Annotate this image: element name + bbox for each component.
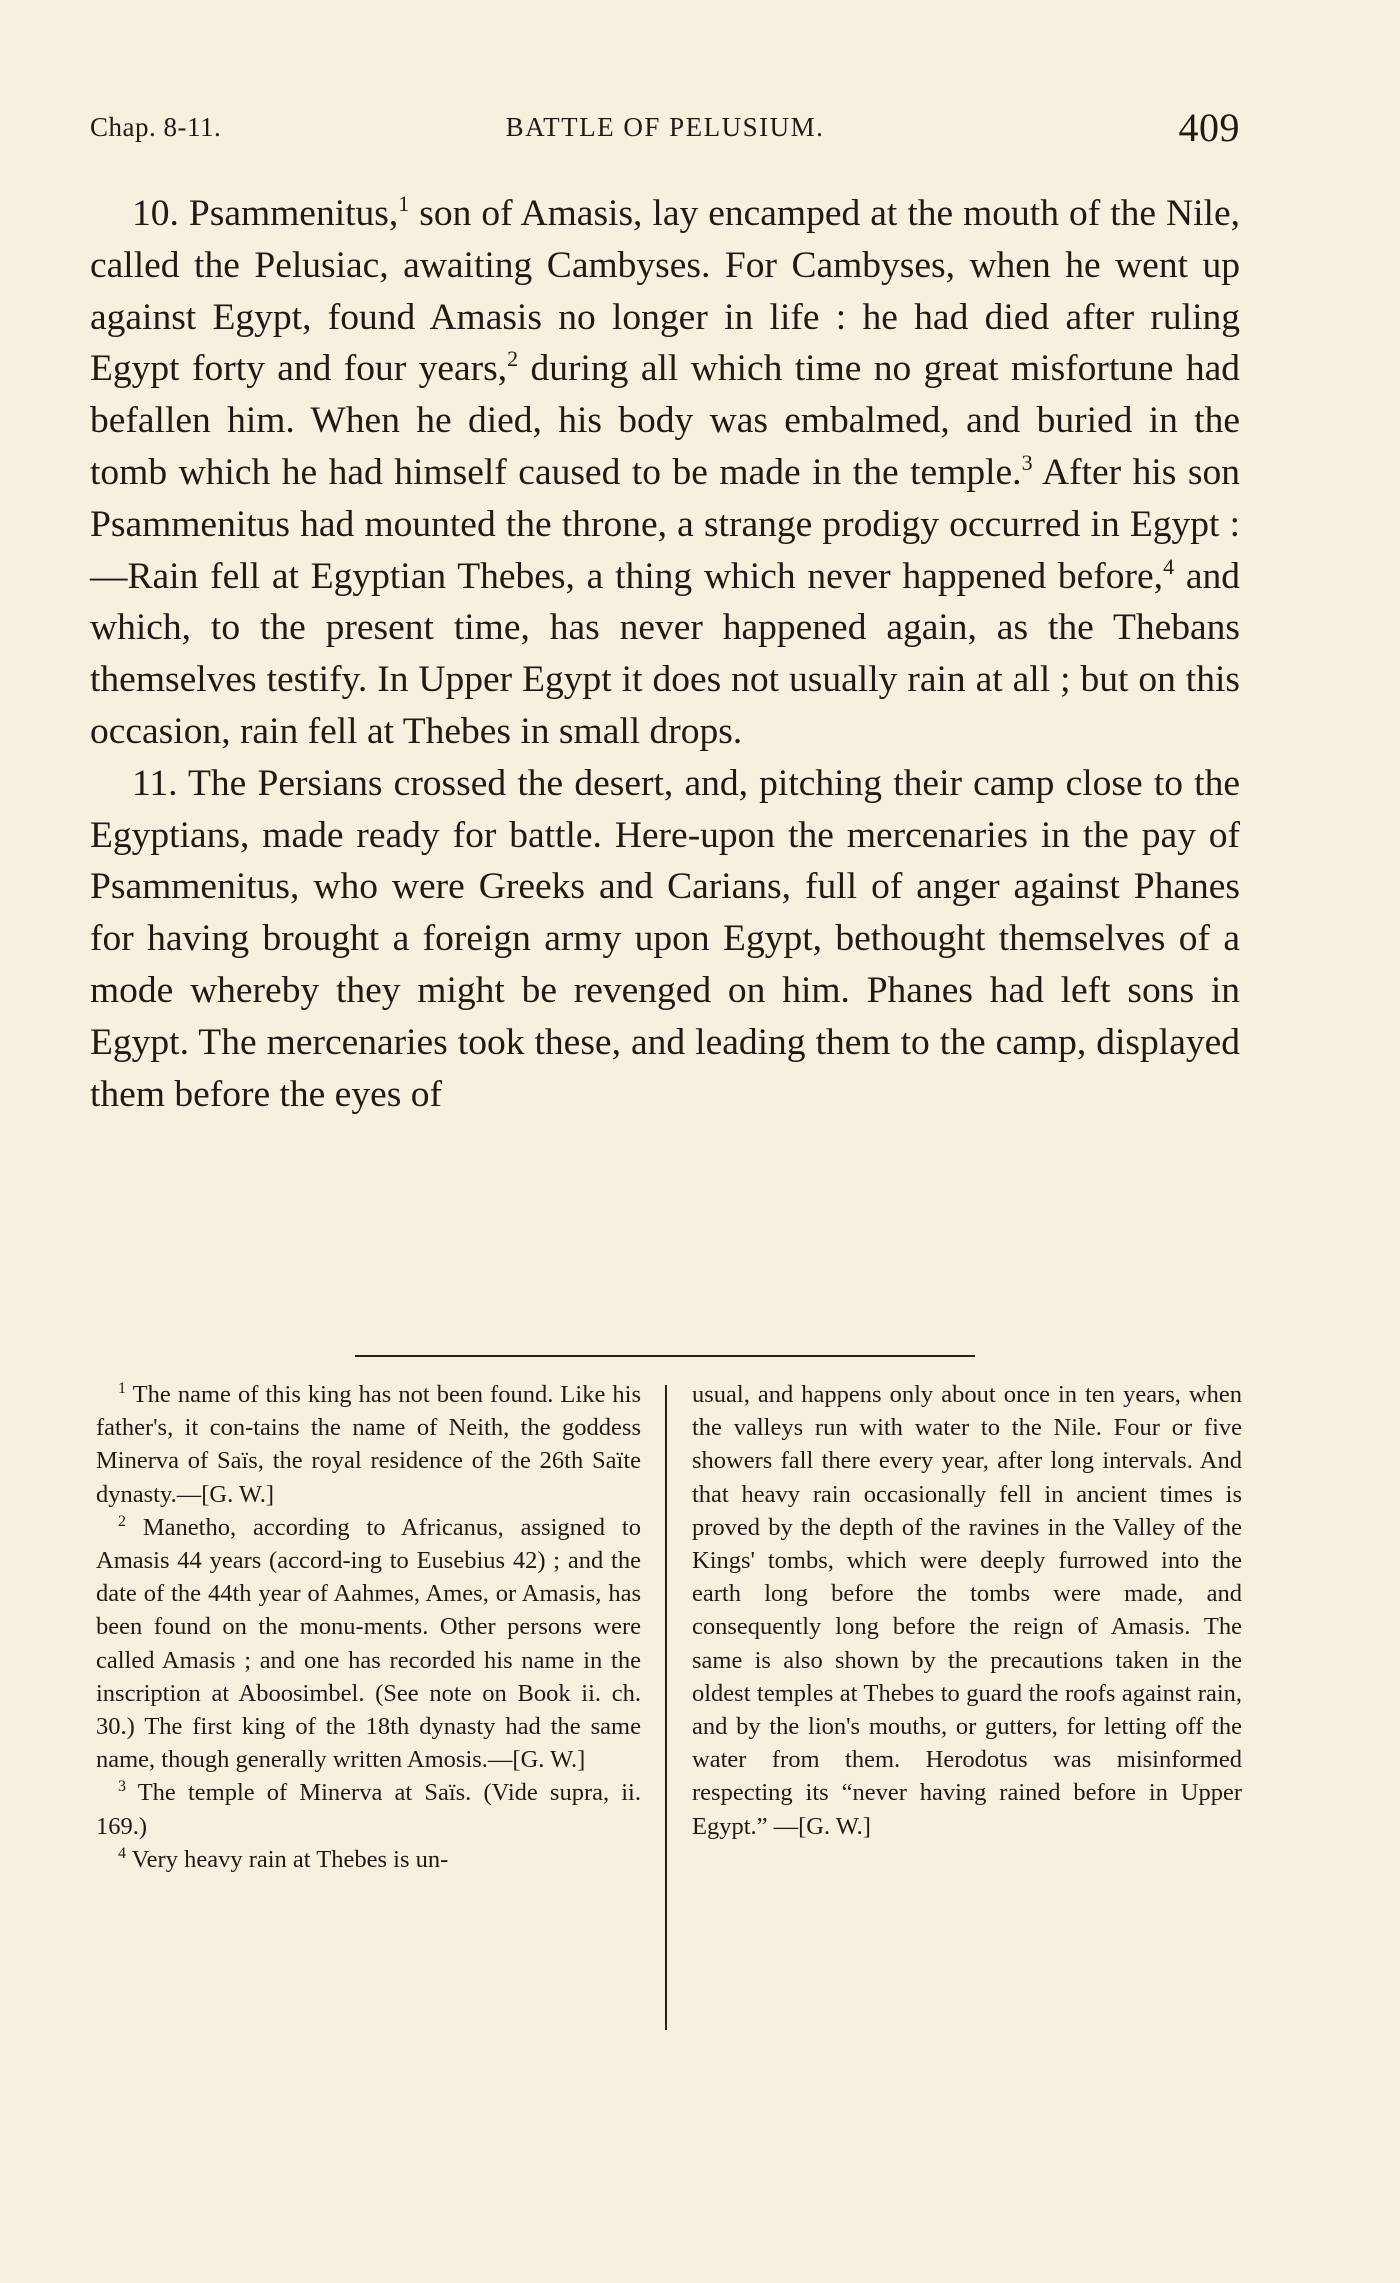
footnote-4: $^4$ Very heavy rain at Thebes is un-	[118, 1844, 449, 1873]
footnote-number: 2	[118, 1512, 126, 1530]
footnote-ref-2[interactable]: 2	[507, 346, 519, 372]
footnote-3: $^3$ The temple of Minerva at Saïs. (Vide supra, ii. 169.)	[96, 1778, 641, 1840]
running-title: BATTLE OF PELUSIUM.	[505, 112, 825, 142]
footnote-ref-1[interactable]: 1	[398, 191, 410, 216]
footnote-4-continuation: usual, and happens only about once in ten years, when the valleys run with water to the Nile. Four or five showers fall there every year, after long intervals. And that heavy rain occasionally fell in ancient times is proved by the depth of the ravines in the Valley of the Kings' tombs, which were deeply furrowed into the earth long before the tombs were made, and consequently long before the reign of Amasis. The same is also shown by the precautions taken in the oldest temples at Thebes to guard the roofs against rain, and by the lion's mouths, or gutters, for letting off the water from them. Herodotus was misinformed respecting its “never having rained before in Upper Egypt.” —[G. W.]	[692, 1381, 1242, 1840]
footnote-number: 1	[118, 1380, 126, 1397]
column-divider	[665, 1385, 667, 2030]
footnote-ref-3[interactable]: 3	[1021, 449, 1033, 475]
footnotes-right-column	[692, 1378, 1242, 1843]
footnote-2: $^2$ Manetho, according to Africanus, assigned to Amasis 44 years (accord-ing to Eusebius 42) ; and the date of the 44th year of Aahmes, Ames, or Amasis, has been found on the monu-ments. Other persons were called Amasis ; and one has recorded his name in the inscription at Aboosimbel. (See note on Book ii. ch. 30.) The first king of the 18th dynasty had the same name, though generally written Amosis.—[G. W.]	[96, 1512, 641, 1774]
running-header	[90, 104, 1240, 154]
footnote-1: $^1$ The name of this king has not been found. Like his father's, it con-tains the name of Neith, the goddess Minerva of Saïs, the royal residence of the 26th Saïte dynasty.—[G. W.]	[96, 1380, 641, 1508]
footnote-separator	[355, 1355, 975, 1357]
paragraph-11: 11. The Persians crossed the desert, and, pitching their camp close to the Egyptians, made ready for battle. Here-upon the mercenaries in the pay of Psammenitus, who were Greeks and Carians, full of anger against Phanes for having brought a foreign army upon Egypt, bethought themselves of a mode whereby they might be revenged on him. Phanes had left sons in Egypt. The mercenaries took these, and leading them to the camp, displayed them before the eyes of	[90, 762, 1240, 1115]
footnotes-left-column	[96, 1378, 641, 1876]
footnote-number: 3	[118, 1778, 126, 1796]
footnote-number: 4	[118, 1844, 126, 1862]
chapter-reference: Chap. 8-11.	[90, 112, 222, 142]
main-text	[90, 188, 1240, 1120]
page-number: 409	[1178, 105, 1240, 150]
footnote-ref-4[interactable]: 4	[1163, 553, 1175, 579]
paragraph-10: 10. Psammenitus,$^1$ son of Amasis, lay encamped at the mouth of the Nile, called the Pelusiac, awaiting Cambyses. For Cambyses, when he went up against Egypt, found Amasis no longer in life : he had died after ruling Egypt forty and four years,$^2$ during all which time no great misfortune had befallen him. When he died, his body was embalmed, and buried in the tomb which he had himself caused to be made in the temple.$^3$ After his son Psammenitus had mounted the throne, a strange prodigy occurred in Egypt :—Rain fell at Egyptian Thebes, a thing which never happened before,$^4$ and which, to the present time, has never happened again, as the Thebans themselves testify. In Upper Egypt it does not usually rain at all ; but on this occasion, rain fell at Thebes in small drops.	[90, 191, 1240, 752]
